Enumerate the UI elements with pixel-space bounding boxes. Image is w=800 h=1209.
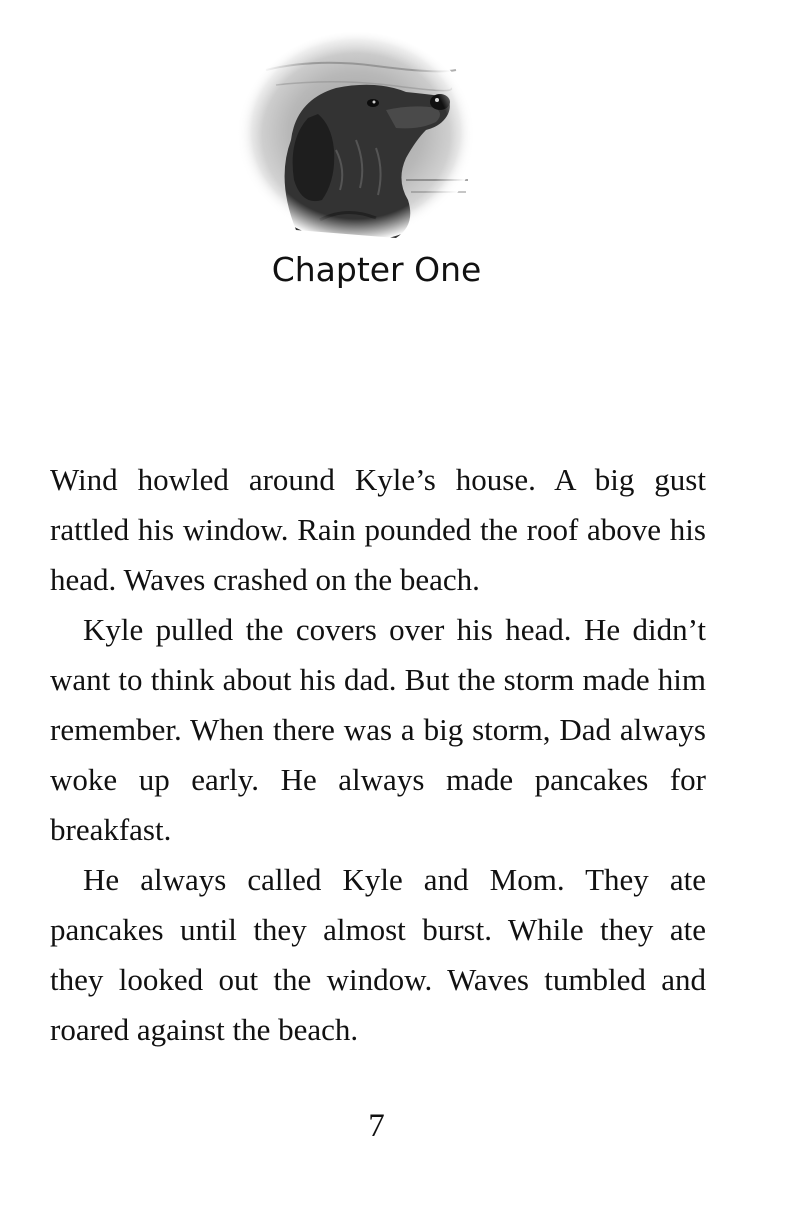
chapter-body <box>50 455 706 1055</box>
page-number: 7 <box>368 1108 385 1144</box>
chapter-title: Chapter One <box>271 250 482 289</box>
paragraph-1: Wind howled around Kyle’s house. A big gust rattled his window. Rain pounded the roof above his head. Waves crashed on the beach. <box>50 462 706 597</box>
paragraph-3: He always called Kyle and Mom. They ate pancakes until they almost burst. While they ate they looked out the window. Waves tumbled and roared against the beach. <box>50 862 706 1047</box>
dog-portrait-icon <box>236 30 476 242</box>
paragraph-2: Kyle pulled the covers over his head. He didn’t want to think about his dad. But the storm made him remember. When there was a big storm, Dad always woke up early. He always made pancakes for breakfast. <box>50 612 706 847</box>
